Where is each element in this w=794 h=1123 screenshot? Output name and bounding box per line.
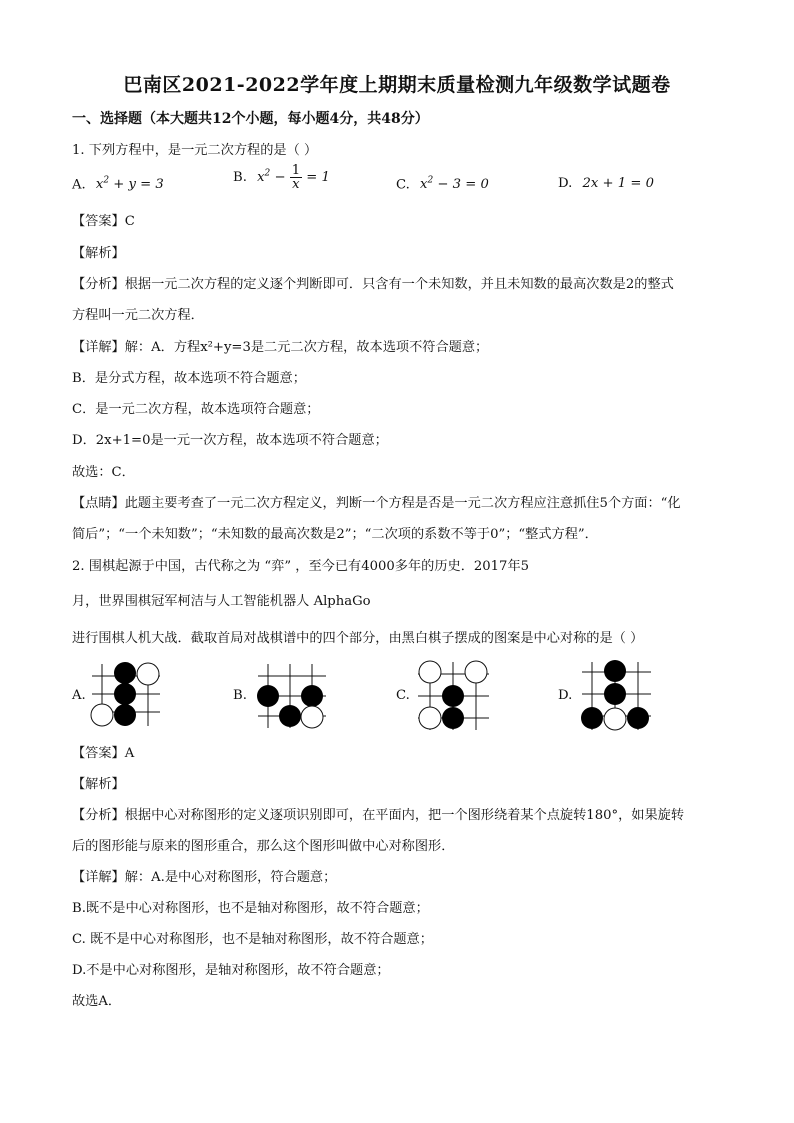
black-stone bbox=[442, 707, 464, 729]
black-stone bbox=[627, 707, 649, 729]
white-stone bbox=[91, 704, 113, 726]
q2-option-d-label[interactable]: D. bbox=[558, 688, 573, 703]
go-diagram-d[interactable] bbox=[578, 658, 654, 732]
q2-jiexi: 【解析】 bbox=[72, 777, 125, 792]
q1-detail-line1: 【详解】解：A．方程x²+y=3是二元二次方程，故本选项不符合题意； bbox=[72, 340, 489, 355]
q1-detail-line5: 故选：C． bbox=[72, 465, 135, 480]
q1-dianjing-line2: 简后”；“一个未知数”；“未知数的最高次数是2”；“二次项的系数不等于0”；“整式方程”． bbox=[72, 527, 598, 542]
q1-fenxi-line1: 【分析】根据一元二次方程的定义逐个判断即可．只含有一个未知数，并且未知数的最高次数是2的整式 bbox=[72, 277, 674, 292]
q2-answer: 【答案】A bbox=[72, 746, 135, 761]
q2-detail-line3: C. 既不是中心对称图形，也不是轴对称图形，故不符合题意； bbox=[72, 932, 433, 947]
go-diagram-a[interactable] bbox=[88, 660, 163, 730]
black-stone bbox=[442, 685, 464, 707]
black-stone bbox=[581, 707, 603, 729]
q2-stem-line1: 2. 围棋起源于中国，古代称之为 “弈” ，至今已有4000多年的历史．2017年5 bbox=[72, 559, 530, 574]
q2-detail-line1: 【详解】解：A.是中心对称图形，符合题意； bbox=[72, 870, 337, 885]
q1-answer: 【答案】C bbox=[72, 214, 135, 229]
q2-detail-line2: B.既不是中心对称图形，也不是轴对称图形，故不符合题意； bbox=[72, 901, 429, 916]
q1-option-a[interactable]: A. $x^2 + y = 3$ bbox=[72, 176, 164, 193]
q1-option-b[interactable]: B. $x^2$ − $\frac{1}{x}$ = 1 bbox=[233, 163, 330, 192]
q1-fenxi-line2: 方程叫一元二次方程． bbox=[72, 308, 204, 323]
q1-option-c[interactable]: C. $x^2 - 3 = 0$ bbox=[396, 176, 489, 193]
q2-option-a-label[interactable]: A. bbox=[72, 688, 86, 703]
black-stone bbox=[604, 683, 626, 705]
black-stone bbox=[279, 705, 301, 727]
fraction: $\frac{1}{x}$ bbox=[291, 163, 301, 192]
black-stone bbox=[604, 660, 626, 682]
q1-detail-line2: B．是分式方程，故本选项不符合题意； bbox=[72, 371, 306, 386]
white-stone bbox=[604, 708, 626, 730]
black-stone bbox=[301, 685, 323, 707]
q1-option-d[interactable]: D. 2x + 1 = 0 bbox=[558, 176, 654, 191]
q1-jiexi: 【解析】 bbox=[72, 246, 125, 261]
black-stone bbox=[114, 704, 136, 726]
q1-stem: 1. 下列方程中，是一元二次方程的是（ ） bbox=[72, 143, 318, 158]
q1-dianjing-line1: 【点睛】此题主要考查了一元二次方程定义，判断一个方程是否是一元二次方程应注意抓住5个方面：“化 bbox=[72, 496, 681, 511]
page-title: 巴南区2021-2022学年度上期期末质量检测九年级数学试题卷 bbox=[123, 74, 671, 96]
go-diagram-b[interactable] bbox=[254, 660, 329, 730]
black-stone bbox=[257, 685, 279, 707]
q1-detail-line4: D．2x+1=0是一元一次方程，故本选项不符合题意； bbox=[72, 433, 388, 448]
white-stone bbox=[465, 661, 487, 683]
black-stone bbox=[114, 662, 136, 684]
q2-option-c-label[interactable]: C. bbox=[396, 688, 410, 703]
q1-detail-line3: C．是一元二次方程，故本选项符合题意； bbox=[72, 402, 320, 417]
white-stone bbox=[301, 706, 323, 728]
section-heading: 一、选择题（本大题共12个小题，每小题4分，共48分） bbox=[72, 111, 429, 127]
white-stone bbox=[419, 661, 441, 683]
q2-detail-line5: 故选A． bbox=[72, 994, 122, 1009]
q2-fenxi-line1: 【分析】根据中心对称图形的定义逐项识别即可，在平面内，把一个图形绕着某个点旋转180°，如果旋转 bbox=[72, 808, 685, 823]
q2-fenxi-line2: 后的图形能与原来的图形重合，那么这个图形叫做中心对称图形． bbox=[72, 839, 455, 854]
q2-option-b-label[interactable]: B. bbox=[233, 688, 247, 703]
black-stone bbox=[114, 683, 136, 705]
white-stone bbox=[137, 663, 159, 685]
q2-stem-line2: 月，世界围棋冠军柯洁与人工智能机器人 AlphaGo bbox=[72, 594, 371, 609]
q2-stem-line3: 进行围棋人机大战．截取首局对战棋谱中的四个部分，由黑白棋子摆成的图案是中心对称的是（ ） bbox=[72, 631, 644, 646]
go-diagram-c[interactable] bbox=[414, 658, 492, 732]
white-stone bbox=[419, 707, 441, 729]
q2-detail-line4: D.不是中心对称图形，是轴对称图形，故不符合题意； bbox=[72, 963, 390, 978]
